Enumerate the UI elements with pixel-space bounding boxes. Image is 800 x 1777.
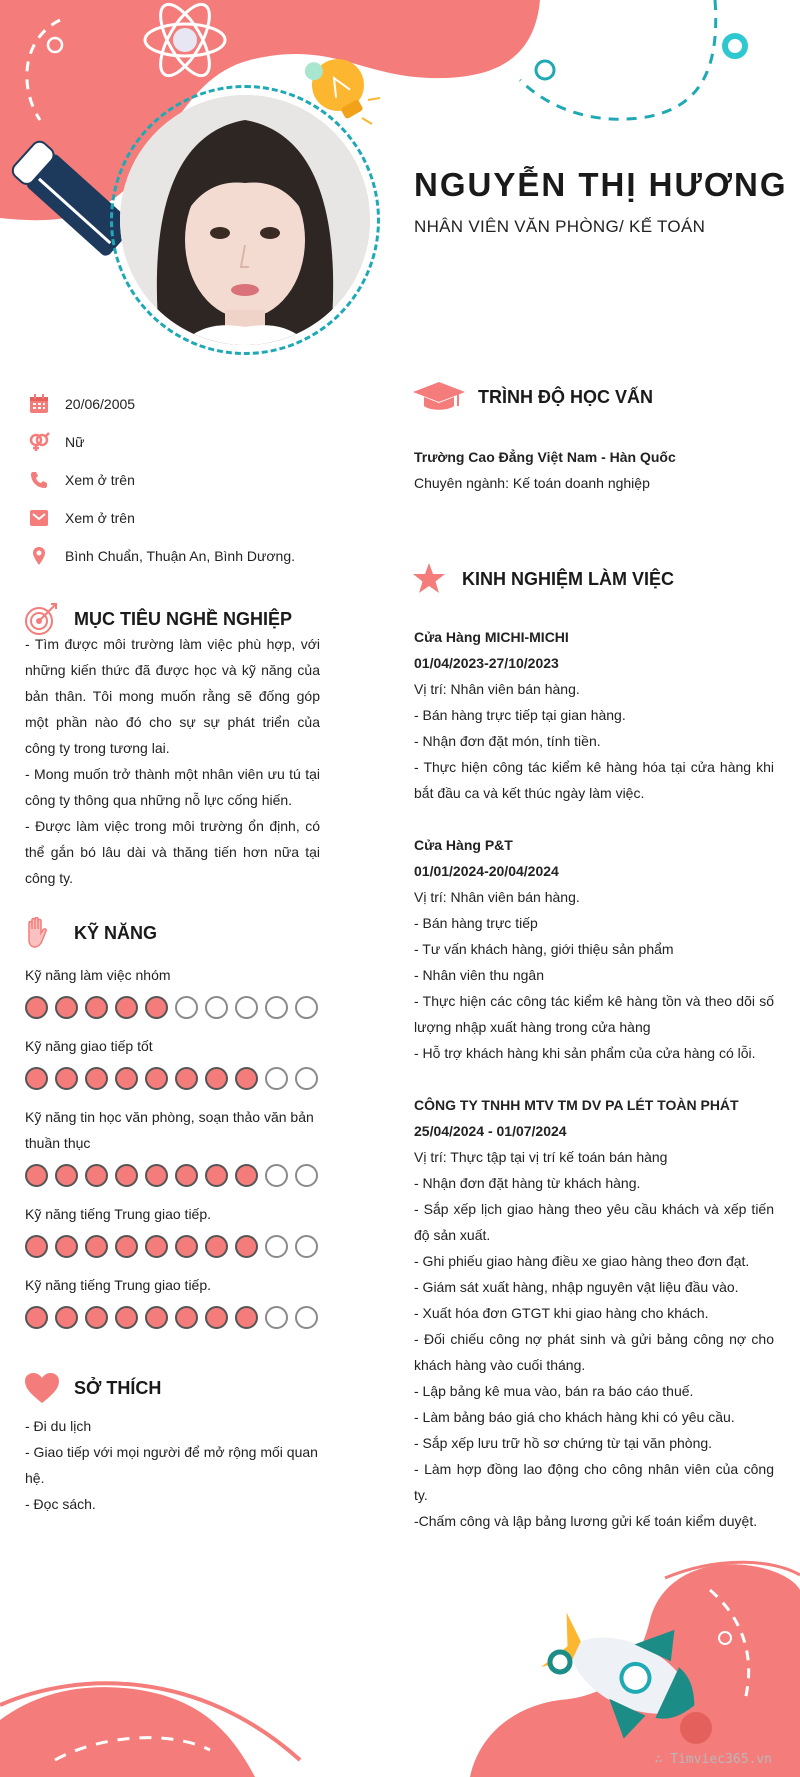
skill-name: Kỹ năng tiếng Trung giao tiếp. xyxy=(25,1277,212,1293)
calendar-icon xyxy=(28,393,50,415)
skill-rating xyxy=(25,996,325,1019)
job-period: 25/04/2024 - 01/07/2024 xyxy=(414,1123,567,1139)
email-icon xyxy=(28,507,50,529)
job-line: - Hỗ trợ khách hàng khi sản phẩm của cửa hàng có lỗi. xyxy=(414,1045,756,1061)
skill-name: Kỹ năng tin học văn phòng, soạn thảo văn bản thuần thục xyxy=(25,1109,314,1151)
rating-dot-empty xyxy=(265,1164,288,1187)
rating-dot-empty xyxy=(295,1164,318,1187)
job-company: Cửa Hàng MICHI-MICHI xyxy=(414,629,569,645)
rating-dot-empty xyxy=(295,1306,318,1329)
rating-dot-filled xyxy=(115,996,138,1019)
candidate-name: NGUYỄN THỊ HƯƠNG xyxy=(414,166,788,203)
rating-dot-filled xyxy=(55,1067,78,1090)
heart-icon xyxy=(24,1371,64,1405)
rating-dot-filled xyxy=(145,1306,168,1329)
job-line: - Xuất hóa đơn GTGT khi giao hàng cho khách. xyxy=(414,1305,709,1321)
skill-item xyxy=(25,962,325,1019)
job-line: - Thực hiện các công tác kiểm kê hàng tồn và theo dõi số lượng nhập xuất hàng trong cửa hàng xyxy=(414,993,774,1035)
job-title: NHÂN VIÊN VĂN PHÒNG/ KẾ TOÁN xyxy=(414,217,706,236)
objective-paragraph: - Được làm việc trong môi trường ổn định, có thể gắn bó lâu dài và thăng tiến hơn nữa tại công ty. xyxy=(25,818,320,886)
contact-text: Xem ở trên xyxy=(65,472,135,488)
gender-icon xyxy=(28,431,50,453)
skill-rating xyxy=(25,1067,325,1090)
contact-info xyxy=(28,385,328,575)
watermark: ∴ Timviec365.vn xyxy=(654,1752,772,1767)
rating-dot-empty xyxy=(175,996,198,1019)
rating-dot-empty xyxy=(295,996,318,1019)
skills-list xyxy=(25,962,325,1343)
experience-job xyxy=(414,832,774,1066)
job-line: - Nhận đơn đặt món, tính tiền. xyxy=(414,733,601,749)
job-line: Vị trí: Nhân viên bán hàng. xyxy=(414,889,580,905)
rating-dot-filled xyxy=(25,1164,48,1187)
skill-name: Kỹ năng giao tiếp tốt xyxy=(25,1038,153,1054)
skill-rating xyxy=(25,1164,325,1187)
location-icon xyxy=(28,545,50,567)
job-line: - Sắp xếp lịch giao hàng theo yêu cầu khách và xếp tiến độ sản xuất. xyxy=(414,1201,774,1243)
experience-job xyxy=(414,624,774,806)
rating-dot-empty xyxy=(235,996,258,1019)
rating-dot-filled xyxy=(85,996,108,1019)
section-title: MỤC TIÊU NGHỀ NGHIỆP xyxy=(74,608,293,629)
rating-dot-filled xyxy=(55,1235,78,1258)
rating-dot-filled xyxy=(55,1306,78,1329)
rating-dot-filled xyxy=(145,996,168,1019)
rating-dot-empty xyxy=(205,996,228,1019)
contact-gender xyxy=(28,423,328,461)
rating-dot-filled xyxy=(145,1235,168,1258)
contact-email xyxy=(28,499,328,537)
contact-text: Bình Chuẩn, Thuận An, Bình Dương. xyxy=(65,548,296,564)
rating-dot-filled xyxy=(235,1235,258,1258)
hobbies-heading xyxy=(24,1371,161,1405)
rating-dot-empty xyxy=(265,1306,288,1329)
job-line: - Nhân viên thu ngân xyxy=(414,967,544,983)
watermark-text: Timviec365.vn xyxy=(670,1752,772,1767)
job-company: Cửa Hàng P&T xyxy=(414,837,513,853)
job-period: 01/01/2024-20/04/2024 xyxy=(414,863,559,879)
photo-ring xyxy=(110,85,380,355)
objective-text xyxy=(25,631,320,891)
profile-photo xyxy=(110,85,380,355)
graduation-cap-icon xyxy=(412,380,468,414)
rating-dot-filled xyxy=(85,1067,108,1090)
rating-dot-filled xyxy=(115,1306,138,1329)
phone-icon xyxy=(28,469,50,491)
rating-dot-filled xyxy=(205,1235,228,1258)
rating-dot-filled xyxy=(25,1306,48,1329)
job-line: - Thực hiện công tác kiểm kê hàng hóa tại cửa hàng khi bắt đầu ca và kết thúc ngày làm việc. xyxy=(414,759,774,801)
rating-dot-filled xyxy=(175,1306,198,1329)
contact-address xyxy=(28,537,328,575)
rating-dot-filled xyxy=(85,1235,108,1258)
job-line: - Làm bảng báo giá cho khách hàng khi có yêu cầu. xyxy=(414,1409,735,1425)
rating-dot-filled xyxy=(85,1306,108,1329)
rating-dot-filled xyxy=(25,1067,48,1090)
rating-dot-empty xyxy=(295,1067,318,1090)
job-line: - Ghi phiếu giao hàng điều xe giao hàng theo đơn đạt. xyxy=(414,1253,750,1269)
skills-heading xyxy=(24,916,157,950)
rating-dot-filled xyxy=(145,1164,168,1187)
job-line: Vị trí: Nhân viên bán hàng. xyxy=(414,681,580,697)
job-line: - Lập bảng kê mua vào, bán ra báo cáo thuế. xyxy=(414,1383,694,1399)
skill-name: Kỹ năng làm việc nhóm xyxy=(25,967,171,983)
rating-dot-filled xyxy=(205,1067,228,1090)
job-line: -Chấm công và lập bảng lương gửi kế toán kiểm duyệt. xyxy=(414,1513,758,1529)
job-line: - Nhận đơn đặt hàng từ khách hàng. xyxy=(414,1175,641,1191)
skill-item xyxy=(25,1272,325,1329)
rating-dot-filled xyxy=(55,996,78,1019)
hobby-item: - Giao tiếp với mọi người để mở rộng mối quan hệ. xyxy=(25,1444,318,1486)
rating-dot-filled xyxy=(115,1235,138,1258)
rating-dot-filled xyxy=(115,1164,138,1187)
major: Chuyên ngành: Kế toán doanh nghiệp xyxy=(414,475,650,491)
job-line: - Tư vấn khách hàng, giới thiệu sản phẩm xyxy=(414,941,674,957)
job-line: - Giám sát xuất hàng, nhập nguyên vật liệu đầu vào. xyxy=(414,1279,739,1295)
rating-dot-filled xyxy=(145,1067,168,1090)
skill-rating xyxy=(25,1235,325,1258)
rating-dot-empty xyxy=(265,1235,288,1258)
job-line: - Đối chiếu công nợ phát sinh và gửi bảng công nợ cho khách hàng vào cuối tháng. xyxy=(414,1331,774,1373)
section-title: TRÌNH ĐỘ HỌC VẤN xyxy=(478,386,653,407)
school-name: Trường Cao Đẳng Việt Nam - Hàn Quốc xyxy=(414,449,676,465)
rating-dot-filled xyxy=(115,1067,138,1090)
rating-dot-filled xyxy=(175,1067,198,1090)
job-line: - Bán hàng trực tiếp tại gian hàng. xyxy=(414,707,626,723)
job-line: - Sắp xếp lưu trữ hồ sơ chứng từ tại văn phòng. xyxy=(414,1435,713,1451)
skill-rating xyxy=(25,1306,325,1329)
skill-name: Kỹ năng tiếng Trung giao tiếp. xyxy=(25,1206,212,1222)
objective-paragraph: - Tìm được môi trường làm việc phù hợp, với những kiến thức đã được học và kỹ năng của bản thân. Tôi mong muốn rằng sẽ đống góp một phần nào đó cho sự sự phát triển của công ty trong tương lai. xyxy=(25,636,320,756)
rating-dot-empty xyxy=(295,1235,318,1258)
section-title: KỸ NĂNG xyxy=(74,922,158,943)
hobby-item: - Đi du lịch xyxy=(25,1418,92,1434)
experience-job xyxy=(414,1092,774,1534)
skill-item xyxy=(25,1201,325,1258)
rating-dot-filled xyxy=(175,1235,198,1258)
contact-birthdate xyxy=(28,385,328,423)
rating-dot-filled xyxy=(235,1067,258,1090)
contact-text: 20/06/2005 xyxy=(65,396,136,412)
hobbies-list xyxy=(25,1413,325,1517)
star-icon xyxy=(412,562,452,596)
job-company: CÔNG TY TNHH MTV TM DV PA LÉT TOÀN PHÁT xyxy=(414,1097,739,1113)
section-title: KINH NGHIỆM LÀM VIỆC xyxy=(462,568,675,589)
rating-dot-filled xyxy=(25,1235,48,1258)
contact-phone xyxy=(28,461,328,499)
rating-dot-filled xyxy=(175,1164,198,1187)
objective-paragraph: - Mong muốn trở thành một nhân viên ưu tú tại công ty thông qua những nỗ lực cống hiến. xyxy=(25,766,320,808)
skill-item xyxy=(25,1033,325,1090)
hand-icon xyxy=(24,916,64,950)
section-title: SỞ THÍCH xyxy=(74,1377,162,1398)
rating-dot-filled xyxy=(25,996,48,1019)
job-period: 01/04/2023-27/10/2023 xyxy=(414,655,559,671)
education-heading xyxy=(412,380,653,414)
rating-dot-filled xyxy=(235,1164,258,1187)
rating-dot-filled xyxy=(85,1164,108,1187)
skill-item xyxy=(25,1104,325,1187)
job-line: - Làm hợp đồng lao động cho công nhân viên của công ty. xyxy=(414,1461,774,1503)
rating-dot-filled xyxy=(205,1306,228,1329)
hobby-item: - Đọc sách. xyxy=(25,1496,96,1512)
rating-dot-filled xyxy=(205,1164,228,1187)
experience-heading xyxy=(412,562,674,596)
rating-dot-empty xyxy=(265,1067,288,1090)
job-line: Vị trí: Thực tập tại vị trí kế toán bán hàng xyxy=(414,1149,668,1165)
job-line: - Bán hàng trực tiếp xyxy=(414,915,538,931)
education-entry xyxy=(414,444,774,496)
rating-dot-empty xyxy=(265,996,288,1019)
contact-text: Xem ở trên xyxy=(65,510,135,526)
rating-dot-filled xyxy=(235,1306,258,1329)
rating-dot-filled xyxy=(55,1164,78,1187)
contact-text: Nữ xyxy=(65,434,85,450)
